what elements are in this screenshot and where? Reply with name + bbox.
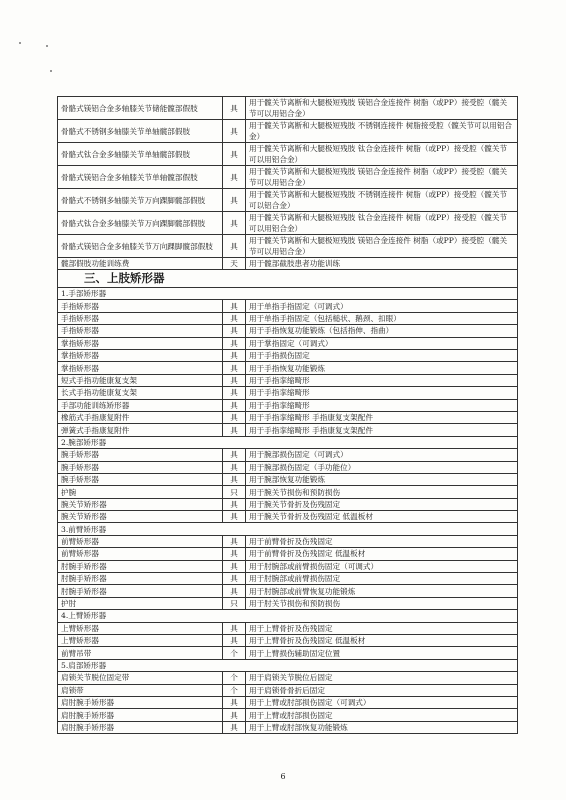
item-unit: 具: [223, 189, 246, 212]
table-row: [58, 498, 518, 510]
table-row: [58, 337, 518, 349]
item-unit: 具: [223, 535, 246, 547]
table-row: [58, 235, 518, 258]
table-row: [58, 684, 518, 696]
table-row: [58, 511, 518, 523]
item-unit: 具: [223, 312, 246, 324]
item-unit: 具: [223, 399, 246, 411]
item-name: 弹簧式手指康复附件: [58, 424, 223, 436]
item-name: 肩锁带: [58, 684, 223, 696]
item-unit: 具: [223, 696, 246, 708]
table-row: [58, 143, 518, 166]
item-name: 掌指矫形器: [58, 337, 223, 349]
table-row: [58, 721, 518, 733]
item-unit: 具: [223, 212, 246, 235]
table-row: [58, 709, 518, 721]
item-description: 用于上臂或肘部损伤固定（可调式）: [246, 696, 518, 708]
item-description: 用于前臂骨折及伤残固定: [246, 535, 518, 547]
item-name: 护腕: [58, 486, 223, 498]
item-name: 骨骼式镁铝合金多轴膝关节万向踝脚髋部假肢: [58, 235, 223, 258]
table-row: [58, 374, 518, 386]
item-unit: 个: [223, 684, 246, 696]
item-unit: 只: [223, 597, 246, 609]
group-heading-row: [58, 523, 518, 535]
item-description: 用于髋关节离断和大腿极短残肢 镁铝合金连接件 树脂（或PP）接受腔（髋关节可以用铝合金）: [246, 235, 518, 258]
table-row: [58, 312, 518, 324]
item-unit: 天: [223, 258, 246, 270]
section-title: 三、上肢矫形器: [58, 270, 518, 288]
item-description: 用于腕关节骨折及伤残固定: [246, 498, 518, 510]
item-description: 用于肩锁骨骨折后固定: [246, 684, 518, 696]
item-unit: 具: [223, 143, 246, 166]
table-row: [58, 461, 518, 473]
table-row: [58, 411, 518, 423]
item-description: 用于肘腕部或前臂损伤固定（可调式）: [246, 560, 518, 572]
group-heading-row: [58, 659, 518, 671]
table-row: [58, 212, 518, 235]
table-row: [58, 258, 518, 270]
item-description: 用于前臂骨折及伤残固定 低温板材: [246, 548, 518, 560]
group-heading-row: [58, 610, 518, 622]
item-description: 用于手指挛缩畸形 手指康复支架配件: [246, 411, 518, 423]
item-unit: 具: [223, 560, 246, 572]
item-description: 用于手指恢复功能锻炼（包括指伸、指曲）: [246, 325, 518, 337]
item-description: 用于掌指固定（可调式）: [246, 337, 518, 349]
item-unit: 具: [223, 387, 246, 399]
item-name: 肩锁关节脱位固定带: [58, 672, 223, 684]
item-name: 手指矫形器: [58, 312, 223, 324]
item-name: 骨骼式钛合金多轴膝关节单轴髋部假肢: [58, 143, 223, 166]
item-description: 用于上臂骨折及伤残固定 低温板材: [246, 635, 518, 647]
section-heading-row: [58, 270, 518, 288]
item-name: 肘腕手矫形器: [58, 573, 223, 585]
item-name: 骨骼式不锈钢多轴膝关节单轴髋部假肢: [58, 120, 223, 143]
table-row: [58, 449, 518, 461]
scan-speck: [50, 70, 52, 72]
table-row: [58, 189, 518, 212]
item-description: 用于上臂损伤辅助固定位置: [246, 647, 518, 659]
table-row: [58, 635, 518, 647]
table-row: [58, 548, 518, 560]
group-title: 2.腕部矫形器: [58, 436, 518, 448]
table-row: [58, 362, 518, 374]
item-unit: 具: [223, 622, 246, 634]
group-heading-row: [58, 436, 518, 448]
item-description: 用于腕部恢复功能锻炼: [246, 473, 518, 485]
item-name: 骨骼式镁铝合金多轴膝关节储能髋部假肢: [58, 97, 223, 120]
item-unit: 具: [223, 498, 246, 510]
item-description: 用于上臂或肘部损伤固定: [246, 709, 518, 721]
item-name: 橡筋式手指康复附件: [58, 411, 223, 423]
item-description: 用于髋关节离断和大腿极短残肢 不锈钢连接件 树脂接受腔（髋关节可以用铝合金）: [246, 120, 518, 143]
table-row: [58, 350, 518, 362]
item-name: 骨骼式钛合金多轴膝关节万向踝脚髋部假肢: [58, 212, 223, 235]
item-name: 上臂矫形器: [58, 635, 223, 647]
item-name: 髋部假肢功能训练费: [58, 258, 223, 270]
table-row: [58, 597, 518, 609]
item-name: 手指矫形器: [58, 300, 223, 312]
table-row: [58, 647, 518, 659]
item-unit: 只: [223, 486, 246, 498]
item-unit: 具: [223, 709, 246, 721]
item-name: 腕手矫形器: [58, 473, 223, 485]
table-row: [58, 535, 518, 547]
item-description: 用于手指损伤固定: [246, 350, 518, 362]
item-unit: 具: [223, 120, 246, 143]
item-unit: 具: [223, 350, 246, 362]
item-unit: 具: [223, 97, 246, 120]
item-name: 腕关节矫形器: [58, 498, 223, 510]
item-unit: 个: [223, 647, 246, 659]
table-row: [58, 672, 518, 684]
table-row: [58, 585, 518, 597]
group-title: 1.手部矫形器: [58, 288, 518, 300]
table-row: [58, 486, 518, 498]
table-row: [58, 399, 518, 411]
table-row: [58, 166, 518, 189]
item-unit: 具: [223, 337, 246, 349]
item-name: 肩肘腕手矫形器: [58, 696, 223, 708]
item-description: 用于髋关节离断和大腿极短残肢 不锈钢连接件 树脂（或PP）接受腔（髋关节可以铝合金）: [246, 189, 518, 212]
item-unit: 具: [223, 548, 246, 560]
scan-speck: [19, 42, 21, 44]
item-description: 用于髋部截肢患者功能训练: [246, 258, 518, 270]
group-heading-row: [58, 288, 518, 300]
group-title: 3.前臂矫形器: [58, 523, 518, 535]
item-description: 用于上臂骨折及伤残固定: [246, 622, 518, 634]
item-description: 用于手指挛缩畸形: [246, 399, 518, 411]
item-unit: 具: [223, 424, 246, 436]
item-name: 前臂矫形器: [58, 535, 223, 547]
table-row: [58, 696, 518, 708]
item-description: 用于髋关节离断和大腿极短残肢 钛合金连接件 树脂（或PP）接受腔（髋关节可以用铝合金）: [246, 143, 518, 166]
item-name: 肘腕手矫形器: [58, 585, 223, 597]
item-name: 骨骼式不锈钢多轴膝关节万向踝脚髋部假肢: [58, 189, 223, 212]
item-unit: 具: [223, 166, 246, 189]
item-name: 腕关节矫形器: [58, 511, 223, 523]
item-unit: 具: [223, 411, 246, 423]
item-description: 用于肘腕部或前臂恢复功能锻炼: [246, 585, 518, 597]
item-unit: 具: [223, 374, 246, 386]
item-description: 用于髋关节离断和大腿极短残肢 钛合金连接件 树脂（或PP）接受腔（髋关节可以用铝合金）: [246, 212, 518, 235]
item-unit: 具: [223, 235, 246, 258]
table-row: [58, 325, 518, 337]
item-unit: 个: [223, 672, 246, 684]
table-row: [58, 300, 518, 312]
item-name: 手部功能训练矫形器: [58, 399, 223, 411]
item-unit: 具: [223, 325, 246, 337]
item-description: 用于肘腕部或前臂损伤固定: [246, 573, 518, 585]
item-unit: 具: [223, 300, 246, 312]
item-name: 前臂矫形器: [58, 548, 223, 560]
item-description: 用于腕部损伤固定（可调式）: [246, 449, 518, 461]
item-unit: 具: [223, 473, 246, 485]
item-name: 肩肘腕手矫形器: [58, 721, 223, 733]
item-name: 上臂矫形器: [58, 622, 223, 634]
item-description: 用于手指挛缩畸形 手指康复支架配件: [246, 424, 518, 436]
table-row: [58, 120, 518, 143]
item-unit: 具: [223, 449, 246, 461]
item-description: 用于腕部损伤固定（手功能位）: [246, 461, 518, 473]
item-unit: 具: [223, 511, 246, 523]
item-name: 腕手矫形器: [58, 449, 223, 461]
item-description: 用于腕关节骨折及伤残固定 低温板材: [246, 511, 518, 523]
table-row: [58, 473, 518, 485]
table-row: [58, 560, 518, 572]
item-unit: 具: [223, 461, 246, 473]
item-description: 用于上臂或肘部恢复功能锻炼: [246, 721, 518, 733]
item-unit: 具: [223, 585, 246, 597]
item-name: 肩肘腕手矫形器: [58, 709, 223, 721]
item-name: 骨骼式镁铝合金多轴膝关节单轴髋部假肢: [58, 166, 223, 189]
item-name: 掌指矫形器: [58, 362, 223, 374]
item-name: 长式手指功能康复支架: [58, 387, 223, 399]
table-row: [58, 622, 518, 634]
group-title: 4.上臂矫形器: [58, 610, 518, 622]
item-description: 用于肩锁关节脱位后固定: [246, 672, 518, 684]
scan-speck: [46, 45, 48, 47]
item-unit: 具: [223, 635, 246, 647]
page-number: 6: [280, 772, 286, 781]
equipment-table-body: [58, 97, 518, 734]
item-name: 腕手矫形器: [58, 461, 223, 473]
group-title: 5.肩部矫形器: [58, 659, 518, 671]
item-name: 掌指矫形器: [58, 350, 223, 362]
item-description: 用于手指挛缩畸形: [246, 374, 518, 386]
table-row: [58, 573, 518, 585]
item-name: 前臂吊带: [58, 647, 223, 659]
item-unit: 具: [223, 721, 246, 733]
item-description: 用于手指恢复功能锻炼: [246, 362, 518, 374]
item-unit: 具: [223, 362, 246, 374]
item-description: 用于腕关节损伤和预防损伤: [246, 486, 518, 498]
item-description: 用于单指手指固定（可调式）: [246, 300, 518, 312]
item-description: 用于肘关节损伤和预防损伤: [246, 597, 518, 609]
item-name: 护肘: [58, 597, 223, 609]
table-row: [58, 97, 518, 120]
item-name: 肘腕手矫形器: [58, 560, 223, 572]
item-name: 短式手指功能康复支架: [58, 374, 223, 386]
item-description: 用于髋关节离断和大腿极短残肢 镁铝合金连接件 树脂（或PP）接受腔（髋关节可以用铝合金）: [246, 166, 518, 189]
table-row: [58, 387, 518, 399]
item-description: 用于手指挛缩畸形: [246, 387, 518, 399]
item-unit: 具: [223, 573, 246, 585]
item-description: 用于髋关节离断和大腿极短残肢 镁铝合金连接件 树脂（或PP）接受腔（髋关节可以用铝合金）: [246, 97, 518, 120]
item-name: 手指矫形器: [58, 325, 223, 337]
item-description: 用于单指手指固定（包括槌状、鹅颈、扣眼）: [246, 312, 518, 324]
equipment-table: [57, 96, 518, 734]
table-row: [58, 424, 518, 436]
